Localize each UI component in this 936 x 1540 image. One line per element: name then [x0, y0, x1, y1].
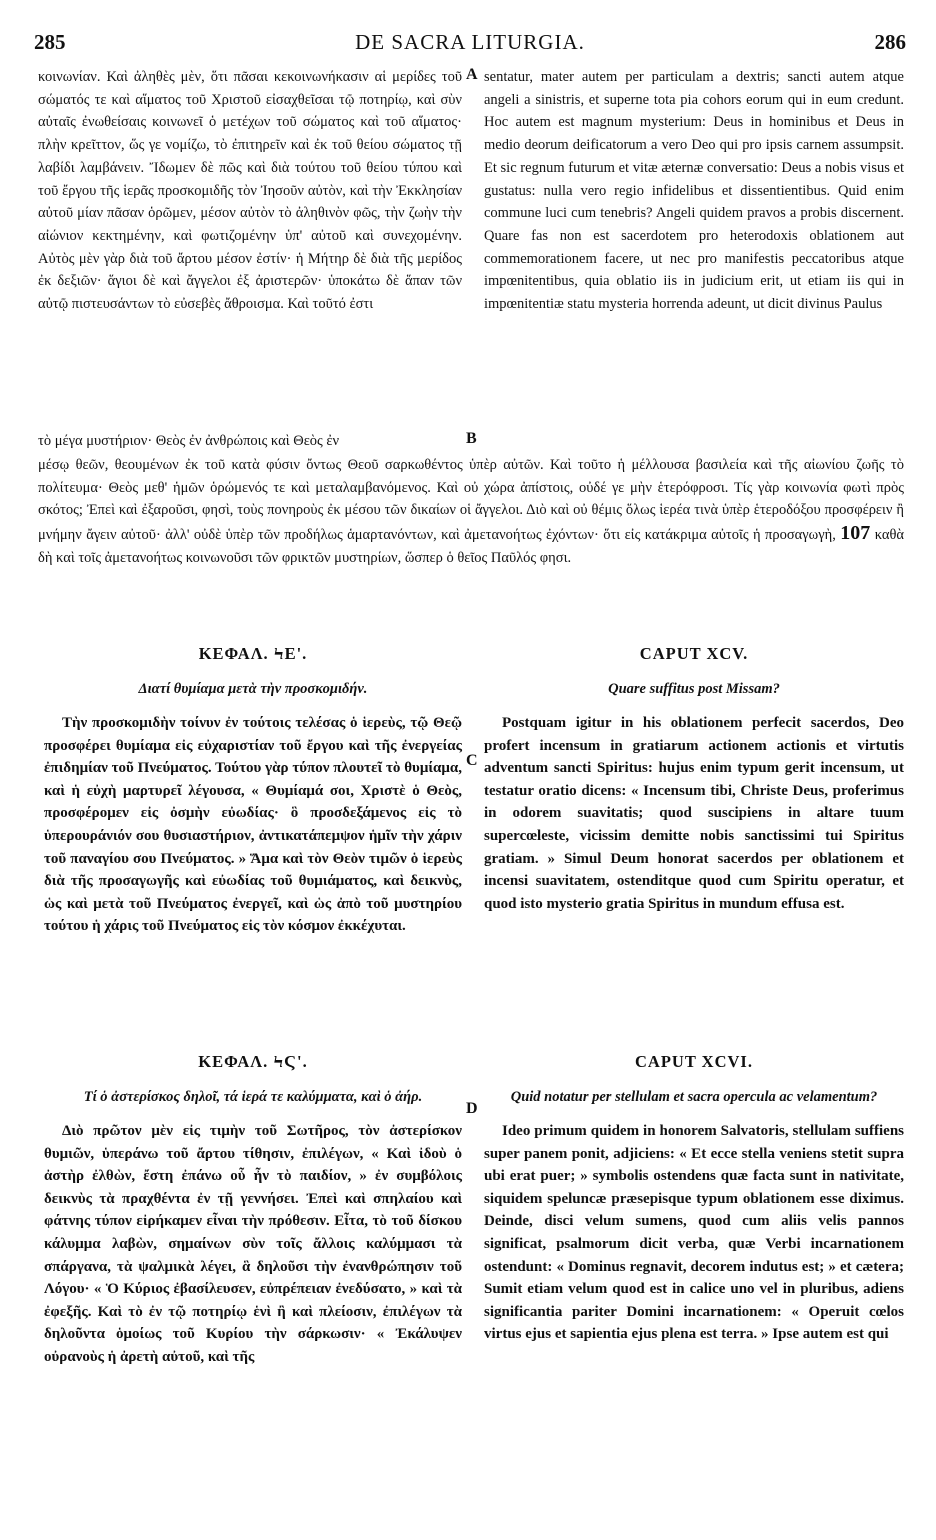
running-header	[34, 26, 906, 60]
latin-column-top	[484, 66, 904, 316]
greek-fullwidth-paragraph	[38, 454, 904, 570]
latin-paragraph-top: sentatur, mater autem per particulam a dextris; sancti autem atque angeli a sinistris, et superne tota pia cohors eorum qui in eum credunt. Hoc autem est magnum mysterium: Deus in hominibus et Deus in medio deorum deificatorum a vero Deo qui pro ipsis carnem assumpsit. Et sic regnum futurum et vitæ æternæ conversatio: Deus a nobis visus et gustatus: nulla vero regio infidelibus et dissentientibus. Quid enim commune luci cum tenebris? Angeli quidem pravos a probis discernent. Quare fas non est sacerdotem pro heterodoxis oblationem aut commemorationem facere, ut nec pro manifestis peccatoribus atque impœnitentibus, quia oblatio iis in judicium erit, ut etiam iis qui in impœnitentiæ statu mysteria horrenda adeunt, ut dicit divinus Paulus	[484, 69, 904, 313]
greek-text-before-b: τὸ μέγα μυστήριον· Θεὸς ἐν ἀνθρώποις καὶ Θεὸς ἐν	[38, 433, 340, 449]
latin-chapter-95	[484, 644, 904, 915]
greek-fullwidth-text: μέσῳ θεῶν, θεουμένων ἐκ τοῦ κατὰ φύσιν ὄντως Θεοῦ σαρκωθέντος ὑπὲρ αὐτῶν. Καὶ τοῦτο ἡ μέλλουσα βασιλεία καὶ τῆς αἰωνίου ζωῆς τὸ πολίτευμα· Θεὸς μεθ' ἡμῶν ὁρώμενός τε καὶ μεταλαμβανόμενος. Καὶ οὐ χώρα ἀπίστοις, οὐδέ γε μὴν ἑτερόφροσι. Τίς γὰρ κοινωνία φωτὶ πρὸς σκότος; Ἐπεὶ καὶ ἐξαροῦσι, φησὶ, τοὺς πονηροὺς ἐκ μέσου τῶν δικαίων οἱ ἄγγελοι. Διὸ καὶ οὐ θέμις ὅλως ἱερέα τινὰ ὑπὲρ ἑτεροδόξου προσφέρειν ἢ μνήμην ἄγειν αὐτοῦ· ἀλλ' οὐδὲ ὑπὲρ τῶν προδήλως ἁμαρτανόντων, καὶ ἀμετανοήτως ἐχόντων· ὅτι εἰς κατάκριμα αὐτοῖς ἡ προσαγωγὴ,	[38, 457, 904, 544]
column-number: 107	[840, 522, 871, 545]
greek-chapter-subtitle: Τί ὁ ἀστερίσκος δηλοῖ, τά ἱερά τε καλύμματα, καὶ ὁ ἀήρ.	[83, 1089, 423, 1105]
greek-chapter-96	[44, 1052, 462, 1369]
greek-column-top	[38, 66, 462, 316]
greek-line-before-b	[38, 430, 462, 453]
greek-chapter-95	[44, 644, 462, 938]
page-number-right: 286	[874, 30, 906, 54]
greek-chapter-subtitle: Διατί θυμίαμα μετὰ τὴν προσκομιδήν.	[138, 681, 368, 697]
margin-marker-d: D	[466, 1100, 478, 1117]
latin-chapter-heading: CAPUT XCV.	[639, 644, 749, 663]
latin-chapter-body: Ideo primum quidem in honorem Salvatoris, stellulam suffiens super panem ponit, adjiciens: « Et ecce stella veniens stetit supra ubi erat puer; » symbolis ostendens quæ facta sunt in nativitate, siquidem speluncæ præsepisque typum oblationem esse diximus. Deinde, disci velum sumens, quod cum aliis velis pannos significat, psalmorum dicit verba, quæ Verbi incarnationem ostendunt: « Dominus regnavit, decorem indutus est; » et cætera; Sumit etiam velum quod est in calice uno vel in pluribus, adiens significantia pariter Domini incarnationem: « Operuit cœlos virtus ejus et sapientia ejus plena est terra. » Ipse autem est qui	[484, 1123, 904, 1343]
greek-fullwidth-text-end: καθὰ δὴ καὶ τοῖς ἀμετανοήτως κοινωνοῦσι τῶν φρικτῶν μυστηρίων, ὥσπερ ὁ θεῖος Παῦλός φησι.	[38, 527, 905, 566]
greek-paragraph-top: κοινωνίαν. Καὶ ἀληθὲς μὲν, ὅτι πᾶσαι κεκοινωνήκασιν αἱ μερίδες τοῦ σώματός τε καὶ αἵματος τοῦ Χριστοῦ εἰσαχθεῖσαι τῷ ποτηρίῳ, καὶ σὺν αὐταῖς ἐνωθείσαις κοινωνεῖ ὁ μετέχων τοῦ σώματος καὶ τοῦ αἵματος· πλὴν κρεῖττον, ὥς γε νομίζω, τὸ ἐπιτηρεῖν καὶ ἐκ τοῦ θείου σώματος τῇ λαβίδι λαμβάνειν. Ἴδωμεν δὲ πῶς καὶ διὰ τούτου τοῦ θείου τύπου καὶ τοῦ ἔργου τῆς ἱερᾶς προσκομιδῆς τὸν Ἰησοῦν αὐτὸν, καὶ τὴν Ἐκκλησίαν αὐτοῦ μίαν πᾶσαν ὁρῶμεν, μέσον αὐτὸν τὸ ἀληθινὸν φῶς, τὴν ζωὴν τὴν αἰώνιον κεκτημένην, καὶ φωτιζομένην ὑπ' αὐτοῦ καὶ συνεχομένην. Αὐτὸς μὲν γὰρ διὰ τοῦ ἄρτου μέσον ἐστίν· ἡ Μήτηρ δὲ διὰ τῆς μερίδος ἐκ δεξιῶν· ἅγιοι δὲ καὶ ἄγγελοι ἐξ ἀριστερῶν· ὑποκάτω δὲ ἅπαν τῶν αὐτῷ πιστευσάντων τὸ εὐσεβὲς ἄθροισμα. Καὶ τοῦτό ἐστι	[38, 69, 462, 313]
greek-chapter-body: Τὴν προσκομιδὴν τοίνυν ἐν τούτοις τελέσας ὁ ἱερεὺς, τῷ Θεῷ προσφέρει θυμίαμα εἰς εὐχαριστίαν τοῦ ἔργου καὶ τῆς ἐνεργείας ἐπιδημίαν τοῦ Πνεύματος. Τούτου γὰρ τύπον πλουτεῖ τὸ θυμίαμα, καὶ ἡ εὐχὴ μαρτυρεῖ λέγουσα, « Θυμίαμά σοι, Χριστὲ ὁ Θεὸς, προσφέρομεν εἰς ὀσμὴν εὐωδίας· ὃ προσδεξάμενος εἰς τὸ ὑπερουράνιόν σου θυσιαστήριον, ἀντικατάπεμψον ἡμῖν τὴν χάριν τοῦ παναγίου σου Πνεύματος. » Ἅμα καὶ τὸν Θεὸν τιμῶν ὁ ἱερεὺς διὰ τῆς προσαγωγῆς καὶ εὐωδίας τοῦ θυμιάματος, καὶ δεικνὺς, ὡς καὶ μετὰ τοῦ Πνεύματος ἐνεργεῖ, καὶ ὡς ἀπὸ τοῦ μυστηρίου τούτου ἡ χάρις τοῦ Πνεύματος εἰς τὸν κόσμον ἐκκέχυται.	[44, 715, 462, 935]
latin-chapter-subtitle: Quare suffitus post Missam?	[608, 681, 780, 697]
running-title: DE SACRA LITURGIA.	[355, 30, 585, 54]
latin-chapter-96	[484, 1052, 904, 1346]
greek-chapter-heading: ΚΕΦΑΛ. ϞϚ'.	[198, 1052, 308, 1071]
latin-chapter-body: Postquam igitur in his oblationem perfecit sacerdos, Deo profert incensum in gratiarum actionem actionis et virtutis adventum sancti Spiritus: hujus enim typum gerit incensum, ut testatur oratio dicens: « Incensum tibi, Christe Deus, proferimus in odorem suavitatis; quod suscipiens in altare tuum supercœleste, vicissim demitte nobis sanctissimi tui Spiritus gratiam. » Simul Deum honorat sacerdos per oblationem et incensi suavitatem, ostenditque quod cum Spiritu operatur, et quod isto mysterio gratia Spiritus in mundum effusa est.	[484, 715, 904, 912]
margin-marker-a: A	[466, 66, 478, 83]
latin-chapter-heading: CAPUT XCVI.	[635, 1052, 753, 1071]
greek-chapter-heading: ΚΕΦΑΛ. ϞΕ'.	[198, 644, 308, 663]
margin-marker-c: C	[466, 752, 478, 769]
page-number-left: 285	[34, 30, 66, 54]
margin-marker-b: B	[466, 430, 477, 447]
greek-chapter-body: Διὸ πρῶτον μὲν εἰς τιμὴν τοῦ Σωτῆρος, τὸν ἀστερίσκον θυμιῶν, ὑπεράνω τοῦ ἄρτου τίθησιν, ἐπιλέγων, « Καὶ ἰδοὺ ὁ ἀστὴρ ἐλθὼν, ἔστη ἐπάνω οὗ ἦν τὸ παιδίον, » ἐν συμβόλοις δεικνὺς τὰ πραχθέντα ἐν τῇ γεννήσει. Ἐπεὶ καὶ σπηλαίου καὶ φάτνης τύπον εἰρήκαμεν εἶναι τὴν πρόθεσιν. Εἶτα, τὸ τοῦ δίσκου κάλυμμα λαβὼν, σημαίνων σὺν τοῖς ἄλλοις καλύμμασι τὰ σπάργανα, τὰ ψαλμικὰ λέγει, ἃ δηλοῦσι τὴν ἐνανθρώπησιν τοῦ Λόγου· « Ὁ Κύριος ἐβασίλευσεν, εὐπρέπειαν ἐνεδύσατο, » καὶ τὰ ἐφεξῆς. Καὶ τὸ ἐν τῷ ποτηρίῳ ἑνὶ ἢ καὶ πλείοσιν, ἐπιλέγων τὰ δηλοῦντα ὁμοίως τοῦ Κυρίου τὴν σάρκωσιν· « Ἐκάλυψεν οὐρανοὺς ἡ ἀρετὴ αὐτοῦ, καὶ τῆς	[44, 1123, 462, 1365]
latin-chapter-subtitle: Quid notatur per stellulam et sacra opercula ac velamentum?	[510, 1089, 878, 1105]
